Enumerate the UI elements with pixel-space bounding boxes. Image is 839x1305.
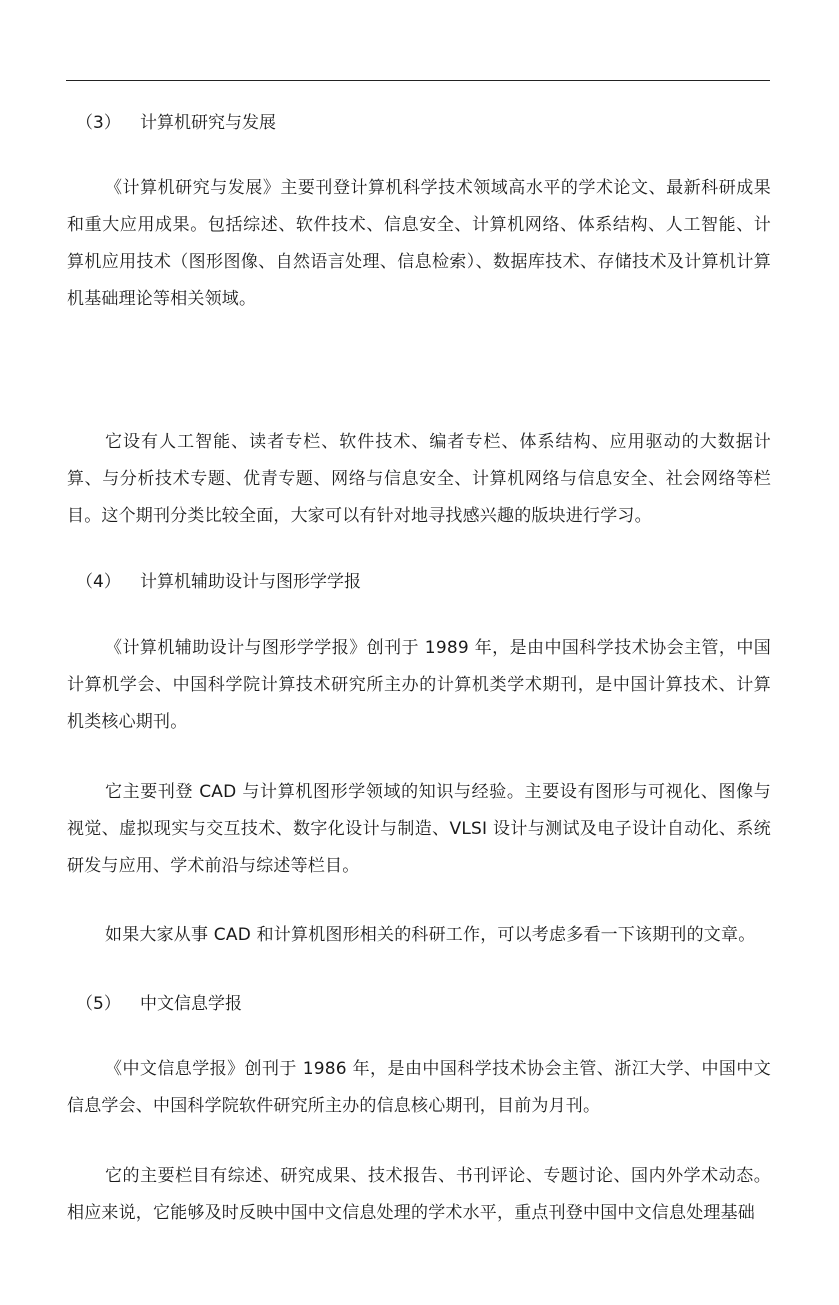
section-4-heading: [76, 572, 361, 592]
section-4-title: 计算机辅助设计与图形学学报: [140, 572, 361, 592]
header-rule: [66, 80, 770, 81]
section-5-title: 中文信息学报: [140, 994, 242, 1014]
section-4-paragraph-2: 它主要刊登 CAD 与计算机图形学领域的知识与经验。主要设有图形与可视化、图像与视觉、虚拟现实与交互技术、数字化设计与制造、VLSI 设计与测试及电子设计自动化、系统研发与应用、学术前沿与综述等栏目。: [67, 782, 771, 876]
section-5-number: （5）: [76, 994, 121, 1014]
section-3-number: （3）: [76, 113, 121, 133]
section-3-heading: [76, 113, 276, 133]
section-5-paragraph-2: 它的主要栏目有综述、研究成果、技术报告、书刊评论、专题讨论、国内外学术动态。相应来说，它能够及时反映中国中文信息处理的学术水平，重点刊登中国中文信息处理基础: [67, 1166, 771, 1223]
section-5-paragraph-1: 《中文信息学报》创刊于 1986 年，是由中国科学技术协会主管、浙江大学、中国中文信息学会、中国科学院软件研究所主办的信息核心期刊，目前为月刊。: [67, 1059, 771, 1116]
section-4-number: （4）: [76, 572, 121, 592]
section-3-paragraph-2: 它设有人工智能、读者专栏、软件技术、编者专栏、体系结构、应用驱动的大数据计算、与分析技术专题、优青专题、网络与信息安全、计算机网络与信息安全、社会网络等栏目。这个期刊分类比较全面，大家可以有针对地寻找感兴趣的版块进行学习。: [67, 432, 771, 526]
section-4-paragraph-3: 如果大家从事 CAD 和计算机图形相关的科研工作，可以考虑多看一下该期刊的文章。: [105, 925, 756, 945]
section-4-paragraph-1: 《计算机辅助设计与图形学学报》创刊于 1989 年，是由中国科学技术协会主管，中国计算机学会、中国科学院计算技术研究所主办的计算机类学术期刊，是中国计算技术、计算机类核心期刊。: [67, 638, 771, 732]
section-3-paragraph-1: 《计算机研究与发展》主要刊登计算机科学技术领域高水平的学术论文、最新科研成果和重大应用成果。包括综述、软件技术、信息安全、计算机网络、体系结构、人工智能、计算机应用技术（图形图像、自然语言处理、信息检索）、数据库技术、存储技术及计算机计算机基础理论等相关领域。: [67, 178, 771, 309]
section-3-title: 计算机研究与发展: [140, 113, 276, 133]
section-5-heading: [76, 994, 242, 1014]
